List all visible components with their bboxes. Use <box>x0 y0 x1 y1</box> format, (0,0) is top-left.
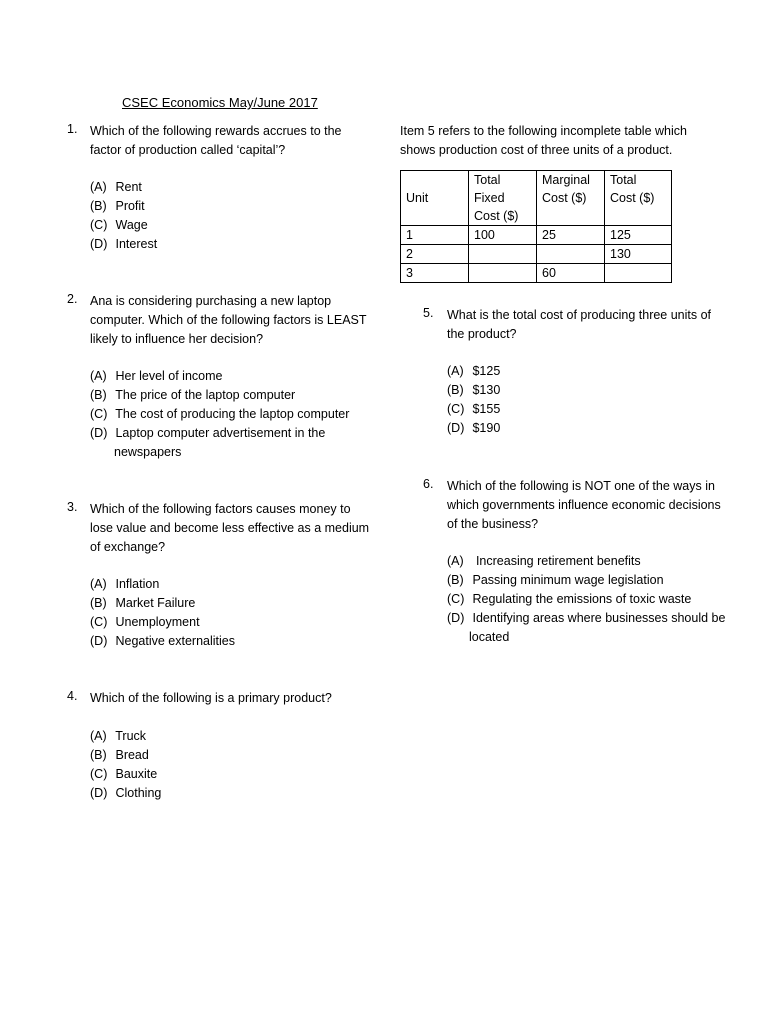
question-text-line: factor of production called ‘capital’? <box>90 143 286 157</box>
table-header-row <box>401 171 672 226</box>
question-number: 1. <box>67 122 78 136</box>
option-c: (C) The cost of producing the laptop computer <box>90 407 350 421</box>
header-cell-marginal-cost: Marginal Cost ($) <box>537 171 605 226</box>
question-text-line: the product? <box>447 327 517 341</box>
option-b: (B) The price of the laptop computer <box>90 388 296 402</box>
header-cell-unit: Unit <box>401 171 469 226</box>
question-number: 6. <box>423 477 434 491</box>
option-a: (A) Truck <box>90 729 147 743</box>
option-d: (D) $190 <box>447 421 501 435</box>
question-text-line: Which of the following rewards accrues to the <box>90 124 342 138</box>
question-number: 2. <box>67 292 78 306</box>
question-number: 4. <box>67 689 78 703</box>
option-a: (A) Rent <box>90 180 142 194</box>
option-b: (B) Market Failure <box>90 596 196 610</box>
option-d: (D) Identifying areas where businesses should be <box>447 611 726 625</box>
option-c: (C) Bauxite <box>90 767 158 781</box>
option-d: (D) Clothing <box>90 786 162 800</box>
table-cell: 25 <box>537 226 605 245</box>
option-d: (D) Negative externalities <box>90 634 235 648</box>
option-a: (A) Her level of income <box>90 369 223 383</box>
option-c: (C) $155 <box>447 402 501 416</box>
option-a: (A) Increasing retirement benefits <box>447 554 641 568</box>
page-title: CSEC Economics May/June 2017 <box>122 95 318 110</box>
question-text-line: Which of the following factors causes money to <box>90 502 351 516</box>
header-cell-total-cost: Total Cost ($) <box>605 171 672 226</box>
question-number: 5. <box>423 306 434 320</box>
table-cell <box>469 245 537 264</box>
production-cost-table <box>400 170 672 283</box>
question-text-line: Ana is considering purchasing a new laptop <box>90 294 332 308</box>
question-text-line: lose value and become less effective as a medium <box>90 521 370 535</box>
table-cell <box>537 245 605 264</box>
option-d: (D) Laptop computer advertisement in the <box>90 426 326 440</box>
intro-line: Item 5 refers to the following incomplete table which <box>400 124 687 138</box>
option-d-continued: newspapers <box>114 445 182 459</box>
question-text-line: which governments influence economic decisions <box>447 498 721 512</box>
option-b: (B) Bread <box>90 748 149 762</box>
question-text-line: computer. Which of the following factors is LEAST <box>90 313 367 327</box>
table-cell: 3 <box>401 264 469 283</box>
option-d-continued: located <box>469 630 510 644</box>
option-b: (B) $130 <box>447 383 501 397</box>
table-cell <box>605 264 672 283</box>
header-cell-total-fixed-cost: Total Fixed Cost ($) <box>469 171 537 226</box>
question-text-line: Which of the following is NOT one of the ways in <box>447 479 715 493</box>
table-row <box>401 245 672 264</box>
table-cell: 60 <box>537 264 605 283</box>
table-cell: 125 <box>605 226 672 245</box>
option-d: (D) Interest <box>90 237 158 251</box>
option-c: (C) Regulating the emissions of toxic waste <box>447 592 692 606</box>
table-cell: 100 <box>469 226 537 245</box>
question-text-line: Which of the following is a primary product? <box>90 691 332 705</box>
table-cell: 1 <box>401 226 469 245</box>
question-text-line: of the business? <box>447 517 539 531</box>
table-cell: 130 <box>605 245 672 264</box>
table-row <box>401 226 672 245</box>
table-cell: 2 <box>401 245 469 264</box>
question-number: 3. <box>67 500 78 514</box>
option-b: (B) Passing minimum wage legislation <box>447 573 664 587</box>
option-b: (B) Profit <box>90 199 145 213</box>
table-cell <box>469 264 537 283</box>
intro-line: shows production cost of three units of a product. <box>400 143 673 157</box>
question-text-line: of exchange? <box>90 540 166 554</box>
option-a: (A) $125 <box>447 364 501 378</box>
option-c: (C) Wage <box>90 218 148 232</box>
table-row <box>401 264 672 283</box>
option-c: (C) Unemployment <box>90 615 200 629</box>
option-a: (A) Inflation <box>90 577 160 591</box>
question-text-line: What is the total cost of producing three units of <box>447 308 712 322</box>
question-text-line: likely to influence her decision? <box>90 332 264 346</box>
